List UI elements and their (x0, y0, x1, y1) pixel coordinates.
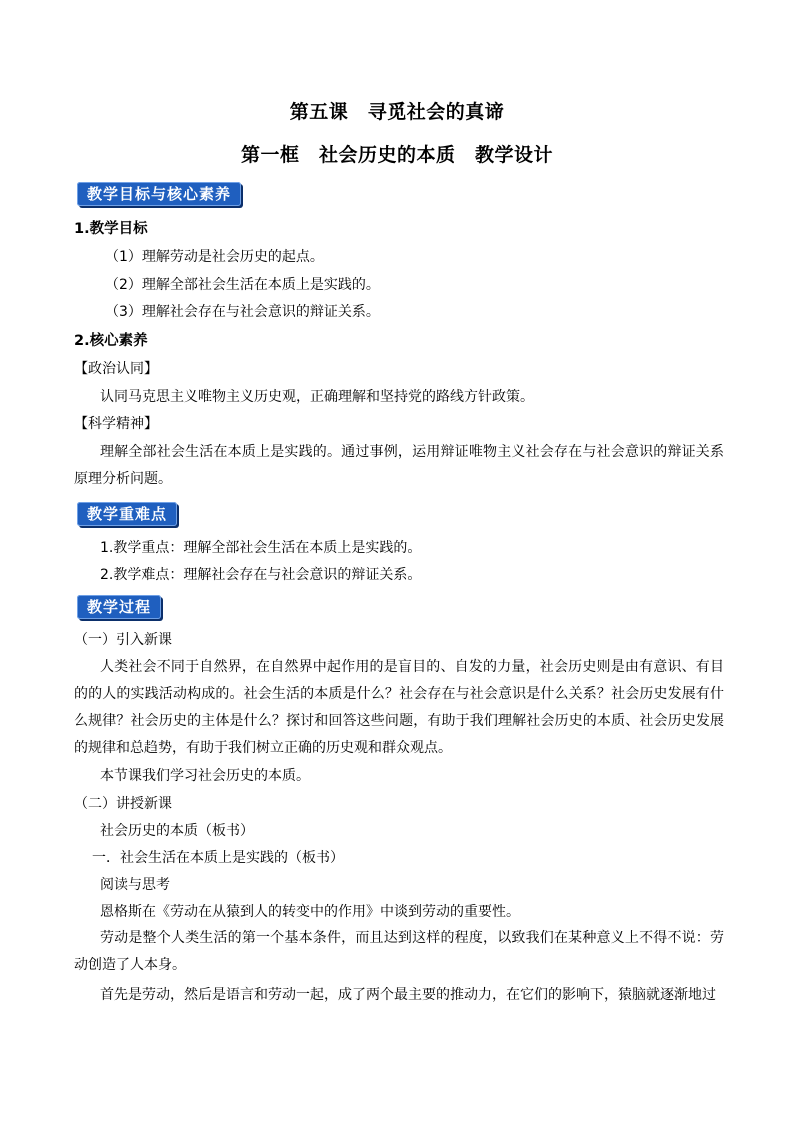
literacy-heading: 2.核心素养 (74, 333, 148, 349)
intro-paragraph: 人类社会不同于自然界，在自然界中起作用的是盲目的、自发的力量，社会历史则是由有意识、有目的的人的实践活动构成的。社会生活的本质是什么？社会存在与社会意识是什么关系？社会历史发展有什么规律？社会历史的主体是什么？探讨和回答这些问题，有助于我们理解社会历史的本质、社会历史发展的规律和总趋势，有助于我们树立正确的历史观和群众观点。 (74, 659, 724, 756)
lesson-title: 第五课 寻觅社会的真谛 (289, 101, 505, 123)
teaching-focus: 1.教学重点：理解全部社会生活在本质上是实践的。 (100, 540, 422, 556)
section-teach-heading: （二）讲授新课 (74, 796, 172, 812)
board-note-2: 一．社会生活在本质上是实践的（板书） (92, 850, 344, 866)
objective-item-3: （3）理解社会存在与社会意识的辩证关系。 (105, 304, 380, 320)
quote-paragraph-1: 劳动是整个人类生活的第一个基本条件，而且达到这样的程度，以致我们在某种意义上不得不说：劳动创造了人本身。 (74, 930, 724, 973)
process-badge: 教学过程 (77, 595, 161, 619)
political-text: 认同马克思主义唯物主义历史观，正确理解和坚持党的路线方针政策。 (100, 389, 534, 405)
science-tag: 【科学精神】 (74, 416, 158, 432)
objectives-badge: 教学目标与核心素养 (77, 182, 241, 206)
reading-heading: 阅读与思考 (100, 877, 170, 893)
objective-item-1: （1）理解劳动是社会历史的起点。 (105, 249, 324, 265)
engels-intro: 恩格斯在《劳动在从猿到人的转变中的作用》中谈到劳动的重要性。 (100, 904, 520, 920)
section-title: 第一框 社会历史的本质 教学设计 (240, 144, 553, 166)
objective-item-2: （2）理解全部社会生活在本质上是实践的。 (105, 277, 380, 293)
objectives-heading: 1.教学目标 (74, 221, 148, 237)
teaching-difficulty: 2.教学难点：理解社会存在与社会意识的辩证关系。 (100, 567, 422, 583)
board-note-1: 社会历史的本质（板书） (100, 823, 254, 839)
quote-paragraph-2: 首先是劳动，然后是语言和劳动一起，成了两个最主要的推动力，在它们的影响下，猿脑就逐渐地过 (100, 987, 716, 1003)
science-text: 理解全部社会生活在本质上是实践的。通过事例，运用辩证唯物主义社会存在与社会意识的辩证关系原理分析问题。 (74, 444, 724, 487)
intro-end: 本节课我们学习社会历史的本质。 (100, 768, 310, 784)
section-intro-heading: （一）引入新课 (74, 632, 172, 648)
keypoints-badge: 教学重难点 (77, 502, 177, 526)
political-tag: 【政治认同】 (74, 361, 158, 377)
